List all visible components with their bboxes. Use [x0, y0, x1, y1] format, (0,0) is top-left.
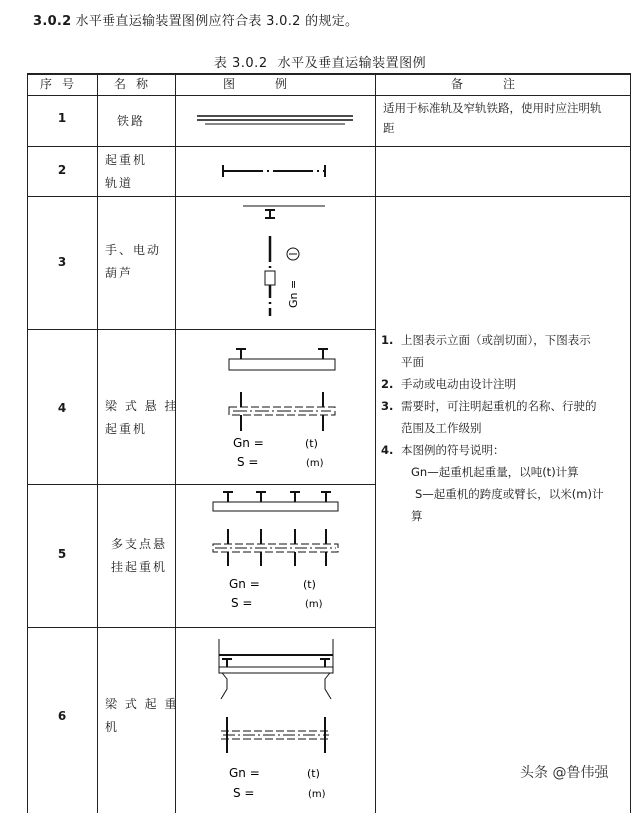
note-text — [401, 329, 591, 373]
symbol-note: S—起重机的跨度或臂长，以米(m)计 — [415, 487, 604, 501]
beam-suspension-crane-symbol — [175, 329, 375, 484]
section-heading — [33, 10, 358, 29]
note-line: 需要时，可注明起重机的名称、行驶的 — [401, 399, 597, 413]
hoist-symbol — [175, 196, 375, 329]
remark-line: 距 — [383, 121, 395, 135]
shared-notes — [381, 329, 627, 527]
name-line: 梁 式 悬 挂 — [105, 399, 179, 413]
name-line: 葫芦 — [105, 266, 134, 280]
note-item — [381, 329, 627, 373]
name-line: 多支点悬 — [111, 537, 168, 551]
s-label: S = — [237, 455, 259, 469]
col-rule — [97, 73, 98, 813]
name-line: 机 — [105, 720, 120, 734]
row-remark — [383, 98, 627, 138]
note-number: 4. — [381, 443, 394, 457]
row-number: 2 — [57, 163, 67, 177]
row-name — [105, 149, 147, 195]
note-text — [401, 395, 597, 439]
name-line: 轨道 — [105, 176, 134, 190]
row-name — [105, 693, 178, 739]
remark-line: 适用于标准轨及窄轨铁路，使用时应注明轨 — [383, 101, 602, 115]
note-item — [381, 373, 627, 395]
name-line: 挂起重机 — [111, 560, 168, 574]
m-unit: (m) — [305, 599, 323, 610]
note-item — [381, 439, 627, 461]
note-line: 平面 — [401, 355, 424, 369]
note-number: 3. — [381, 399, 394, 413]
beam-crane-symbol — [175, 627, 375, 813]
m-unit: (m) — [306, 458, 324, 469]
name-line: 起重机 — [105, 153, 148, 167]
table-title: 水平及垂直运输装置图例 — [277, 56, 427, 71]
row-name — [105, 395, 178, 441]
row-number: 5 — [57, 547, 67, 561]
watermark: 头条 @鲁伟强 — [520, 765, 609, 781]
name-line: 梁 式 起 重 — [105, 697, 179, 711]
m-unit: (m) — [308, 789, 326, 800]
header-legend: 图例 — [222, 77, 327, 91]
note-line: 上图表示立面（或剖切面），下图表示 — [401, 333, 591, 347]
row-number: 4 — [57, 401, 67, 415]
t-unit: (t) — [303, 578, 316, 591]
table-caption — [0, 52, 640, 71]
row-number: 6 — [57, 709, 67, 723]
note-number: 2. — [381, 377, 394, 391]
note-number: 1. — [381, 333, 394, 347]
gn-label: Gn = — [233, 436, 264, 450]
row-number: 3 — [57, 255, 67, 269]
gn-label: Gn = — [229, 766, 260, 780]
note-line: 手动或电动由设计注明 — [401, 377, 516, 391]
header-remarks: 备注 — [450, 77, 555, 91]
table-number: 表 3.0.2 — [213, 56, 268, 71]
railway-symbol — [175, 95, 375, 146]
s-label: S = — [231, 596, 253, 610]
row-number: 1 — [57, 111, 67, 125]
gn-label: Gn = — [287, 279, 300, 308]
col-rule — [375, 73, 376, 813]
note-line: 本图例的符号说明： — [401, 443, 505, 457]
section-number: 3.0.2 — [33, 14, 72, 29]
section-text: 水平垂直运输装置图例应符合表 3.0.2 的规定。 — [75, 14, 359, 29]
name-line: 起重机 — [105, 422, 148, 436]
row-name — [105, 239, 161, 285]
header-name: 名称 — [113, 77, 158, 91]
header-no: 序号 — [39, 77, 84, 91]
multi-support-crane-symbol — [175, 484, 375, 627]
col-rule — [27, 73, 28, 813]
note-item — [381, 395, 627, 439]
s-label: S = — [233, 786, 255, 800]
row-name: 铁路 — [117, 114, 146, 128]
note-line: 范围及工作级别 — [401, 421, 482, 435]
gn-label: Gn = — [229, 577, 260, 591]
t-unit: (t) — [305, 437, 318, 450]
symbol-note: Gn—起重机起重量，以吨(t)计算 — [411, 465, 579, 479]
col-rule — [630, 73, 631, 813]
row-name — [111, 533, 167, 579]
crane-track-symbol — [175, 146, 375, 196]
t-unit: (t) — [307, 767, 320, 780]
symbol-note: 算 — [411, 509, 423, 523]
name-line: 手、电动 — [105, 243, 162, 257]
